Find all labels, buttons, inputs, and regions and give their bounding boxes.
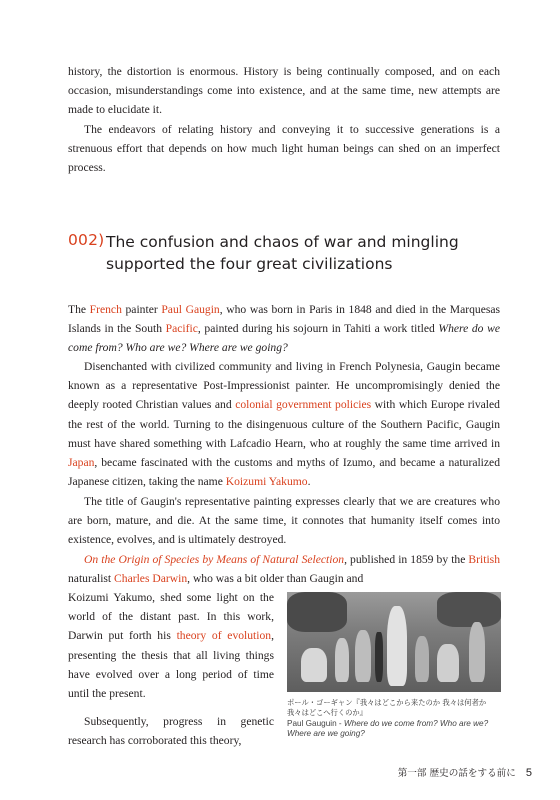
section-title: The confusion and chaos of war and mingling supported the four great civilizations [106, 233, 459, 273]
link-colonial-policies[interactable]: colonial government policies [235, 398, 372, 412]
painting-image [287, 592, 501, 692]
page-number: 5 [525, 767, 532, 779]
page-footer [398, 765, 532, 779]
body-paragraph-1: The French painter Paul Gaugin, who was born in Paris in 1848 and died in the Marquesas Islands in the South Pacific, painted during his sojourn in Tahiti a work titled Where do we come from? Who are we? Where are we going? [68, 303, 501, 355]
painting-title: Where do we come from? Who are we? Where are we going? [68, 322, 500, 355]
link-japan[interactable]: Japan [68, 456, 95, 470]
intro-paragraph: The endeavors of relating history and conveying it to successive generations is a strenuous effort that depends on how much light human beings can shed on an imperfect process. [68, 123, 500, 175]
link-theory-of-evolution[interactable]: theory of evolution [176, 629, 272, 643]
body-paragraph-3: The title of Gaugin's representative painting expresses clearly that we are creatures who are born, mature, and die. At the same time, it connotes that humanity itself comes into existence, evolves, and is ultimately destroyed. [68, 495, 500, 547]
link-charles-darwin[interactable]: Charles Darwin [114, 572, 188, 586]
section-number: 002) [68, 231, 105, 249]
link-british[interactable]: British [468, 553, 500, 566]
body-paragraph-2: Disenchanted with civilized community and living in French Polynesia, Gaugin became known as a representative Post-Impressionist painter. He uncompromisingly denied the deeply rooted Christian values and colonial government policies with which Europe rivaled the rest of the world. Turning to the disingenuous culture of the Southern Pacific, Gaugin must have shared something with Lafcadio Hearn, who at roughly the same time arrived in Japan, became fascinated with the customs and myths of Izumo, and became a naturalized Japanese citizen, taking the name Koizumi Yakumo. [68, 360, 500, 489]
running-chapter-title: 第一部 歴史の話をする前に [397, 768, 516, 779]
body-paragraph-5: Koizumi Yakumo, shed some light on the world of the distant past. In this work, Darwin put forth his theory of evolution, presenting the thesis that all living things have evolved over a long period of time until the present. [68, 591, 274, 701]
link-french[interactable]: French [89, 303, 122, 316]
body-paragraph-4: On the Origin of Species by Means of Natural Selection, published in 1859 by the British naturalist Charles Darwin, who was a bit older than Gaugin and [68, 553, 500, 586]
link-origin-of-species[interactable]: On the Origin of Species by Means of Natural Selection [84, 553, 345, 566]
figure-caption-english: Paul Gauguin - Where do we come from? Who are we? Where are we going? [287, 719, 489, 739]
figure-caption-japanese: ポール・ゴーギャン『我々はどこから来たのか 我々は何者か 我々はどこへ行くのか』 [287, 698, 487, 718]
link-pacific[interactable]: Pacific [165, 322, 198, 336]
intro-paragraph-continued: history, the distortion is enormous. History is being continually composed, and on each occasion, misunderstandings come into existence, and at the same time, new attempts are made to elucidate it. [68, 65, 500, 117]
body-paragraph-6: Subsequently, progress in genetic research has corroborated this theory, [68, 715, 274, 748]
link-koizumi-yakumo[interactable]: Koizumi Yakumo [225, 475, 308, 489]
link-paul-gaugin[interactable]: Paul Gaugin [161, 303, 220, 316]
